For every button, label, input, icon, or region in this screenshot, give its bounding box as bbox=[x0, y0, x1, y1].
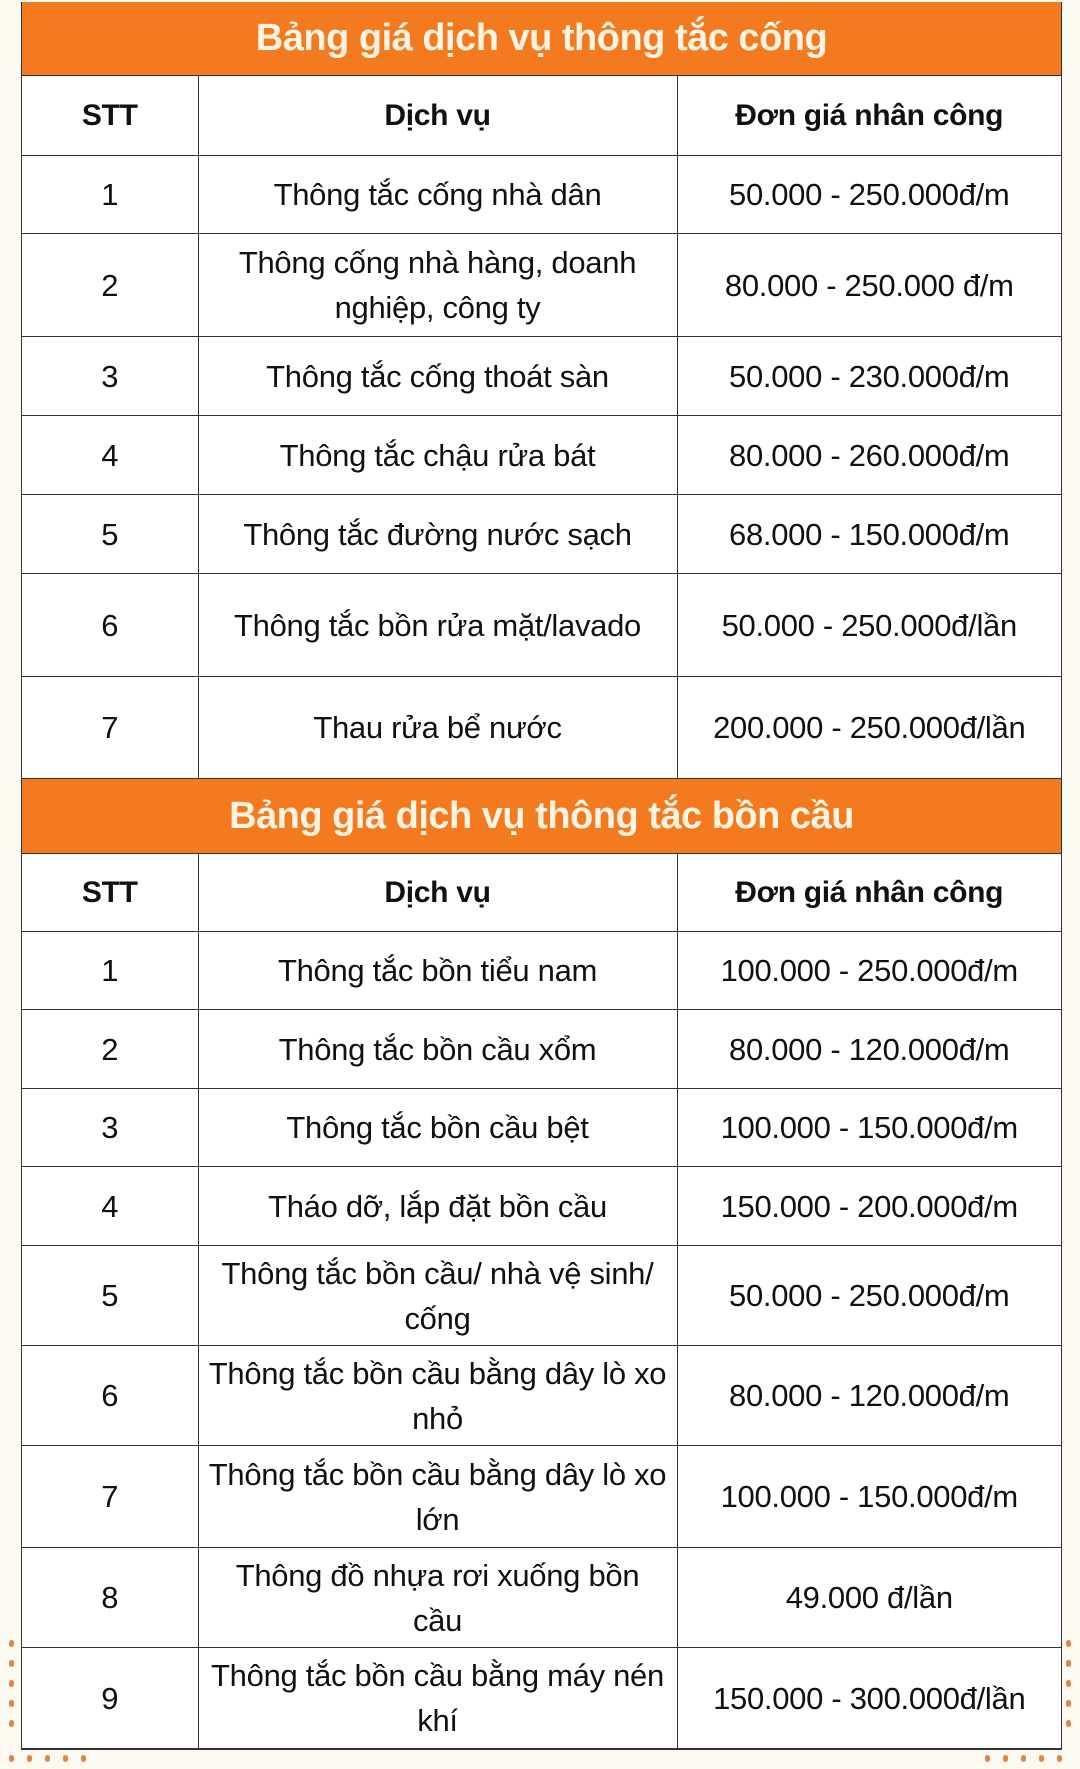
table-row bbox=[22, 156, 1061, 234]
header-stt: STT bbox=[22, 854, 198, 932]
header-service: Dịch vụ bbox=[198, 854, 677, 932]
toilet-price-table-section bbox=[22, 779, 1061, 1749]
decorative-dot-bottom-right bbox=[1003, 1755, 1008, 1762]
price-range: 50.000 - 230.000đ/m bbox=[677, 337, 1061, 416]
price-range: 68.000 - 150.000đ/m bbox=[677, 495, 1061, 574]
decorative-dot-bottom-right bbox=[1021, 1755, 1026, 1762]
price-range: 49.000 đ/lần bbox=[677, 1548, 1061, 1648]
decorative-dot-bottom-right bbox=[985, 1755, 990, 1762]
price-range: 50.000 - 250.000đ/m bbox=[677, 156, 1061, 234]
decorative-dot-right bbox=[1066, 1640, 1071, 1647]
table-row bbox=[22, 932, 1061, 1010]
table-row bbox=[22, 1346, 1061, 1446]
price-table bbox=[22, 75, 1061, 779]
service-name: Thông tắc bồn cầu bệt bbox=[198, 1089, 677, 1167]
service-name: Thông tắc bồn tiểu nam bbox=[198, 932, 677, 1010]
decorative-dot-left bbox=[9, 1660, 14, 1667]
service-name: Thông tắc bồn cầu bằng máy nén khí bbox=[198, 1648, 677, 1749]
table-row bbox=[22, 1167, 1061, 1246]
decorative-dot-right bbox=[1066, 1680, 1071, 1687]
price-range: 150.000 - 200.000đ/m bbox=[677, 1167, 1061, 1246]
table-row bbox=[22, 234, 1061, 337]
decorative-dot-bottom-left bbox=[45, 1755, 50, 1762]
table-row bbox=[22, 1548, 1061, 1648]
service-name: Thông tắc cống thoát sàn bbox=[198, 337, 677, 416]
decorative-dot-bottom-left bbox=[63, 1755, 68, 1762]
price-table bbox=[22, 853, 1061, 1749]
service-name: Thông tắc chậu rửa bát bbox=[198, 416, 677, 495]
service-name: Thông tắc đường nước sạch bbox=[198, 495, 677, 574]
decorative-dot-bottom-right bbox=[1057, 1755, 1062, 1762]
price-range: 80.000 - 260.000đ/m bbox=[677, 416, 1061, 495]
service-name: Thông tắc bồn cầu/ nhà vệ sinh/ cống bbox=[198, 1246, 677, 1346]
table-title: Bảng giá dịch vụ thông tắc bồn cầu bbox=[22, 779, 1061, 853]
price-range: 150.000 - 300.000đ/lần bbox=[677, 1648, 1061, 1749]
table-row bbox=[22, 1089, 1061, 1167]
header-price: Đơn giá nhân công bbox=[677, 854, 1061, 932]
service-name: Thông tắc bồn rửa mặt/lavado bbox=[198, 574, 677, 677]
decorative-dot-bottom-left bbox=[27, 1755, 32, 1762]
price-range: 80.000 - 120.000đ/m bbox=[677, 1010, 1061, 1089]
service-name: Thông cống nhà hàng, doanh nghiệp, công ty bbox=[198, 234, 677, 337]
row-number: 8 bbox=[22, 1548, 198, 1648]
row-number: 4 bbox=[22, 1167, 198, 1246]
row-number: 2 bbox=[22, 1010, 198, 1089]
row-number: 5 bbox=[22, 1246, 198, 1346]
row-number: 4 bbox=[22, 416, 198, 495]
price-range: 100.000 - 250.000đ/m bbox=[677, 932, 1061, 1010]
row-number: 7 bbox=[22, 677, 198, 779]
header-row bbox=[22, 76, 1061, 156]
header-price: Đơn giá nhân công bbox=[677, 76, 1061, 156]
decorative-dot-right bbox=[1066, 1700, 1071, 1707]
decorative-dot-bottom-left bbox=[81, 1755, 86, 1762]
table-row bbox=[22, 495, 1061, 574]
table-row bbox=[22, 1010, 1061, 1089]
decorative-dot-bottom-left bbox=[9, 1755, 14, 1762]
service-name: Thông tắc bồn cầu bằng dây lò xo nhỏ bbox=[198, 1346, 677, 1446]
service-name: Thông tắc cống nhà dân bbox=[198, 156, 677, 234]
table-row bbox=[22, 1446, 1061, 1548]
header-service: Dịch vụ bbox=[198, 76, 677, 156]
table-row bbox=[22, 677, 1061, 779]
price-range: 50.000 - 250.000đ/m bbox=[677, 1246, 1061, 1346]
service-name: Thau rửa bể nước bbox=[198, 677, 677, 779]
header-stt: STT bbox=[22, 76, 198, 156]
decorative-dot-left bbox=[9, 1700, 14, 1707]
drain-price-table-section bbox=[22, 2, 1061, 779]
table-row bbox=[22, 337, 1061, 416]
decorative-dot-right bbox=[1066, 1720, 1071, 1727]
table-row bbox=[22, 1246, 1061, 1346]
row-number: 7 bbox=[22, 1446, 198, 1548]
decorative-dot-bottom-right bbox=[1039, 1755, 1044, 1762]
price-range: 200.000 - 250.000đ/lần bbox=[677, 677, 1061, 779]
decorative-dot-right bbox=[1066, 1660, 1071, 1667]
service-name: Thông đồ nhựa rơi xuống bồn cầu bbox=[198, 1548, 677, 1648]
row-number: 2 bbox=[22, 234, 198, 337]
decorative-dot-left bbox=[9, 1640, 14, 1647]
row-number: 5 bbox=[22, 495, 198, 574]
decorative-dot-left bbox=[9, 1720, 14, 1727]
price-range: 50.000 - 250.000đ/lần bbox=[677, 574, 1061, 677]
decorative-dot-left bbox=[9, 1680, 14, 1687]
row-number: 6 bbox=[22, 1346, 198, 1446]
price-range: 80.000 - 250.000 đ/m bbox=[677, 234, 1061, 337]
row-number: 9 bbox=[22, 1648, 198, 1749]
service-name: Thông tắc bồn cầu xổm bbox=[198, 1010, 677, 1089]
row-number: 6 bbox=[22, 574, 198, 677]
service-name: Tháo dỡ, lắp đặt bồn cầu bbox=[198, 1167, 677, 1246]
row-number: 3 bbox=[22, 1089, 198, 1167]
price-range: 80.000 - 120.000đ/m bbox=[677, 1346, 1061, 1446]
table-row bbox=[22, 1648, 1061, 1749]
table-row bbox=[22, 574, 1061, 677]
price-range: 100.000 - 150.000đ/m bbox=[677, 1446, 1061, 1548]
price-tables bbox=[21, 2, 1062, 1750]
row-number: 3 bbox=[22, 337, 198, 416]
table-row bbox=[22, 416, 1061, 495]
price-range: 100.000 - 150.000đ/m bbox=[677, 1089, 1061, 1167]
row-number: 1 bbox=[22, 932, 198, 1010]
table-title: Bảng giá dịch vụ thông tắc cống bbox=[22, 2, 1061, 75]
service-name: Thông tắc bồn cầu bằng dây lò xo lớn bbox=[198, 1446, 677, 1548]
row-number: 1 bbox=[22, 156, 198, 234]
header-row bbox=[22, 854, 1061, 932]
